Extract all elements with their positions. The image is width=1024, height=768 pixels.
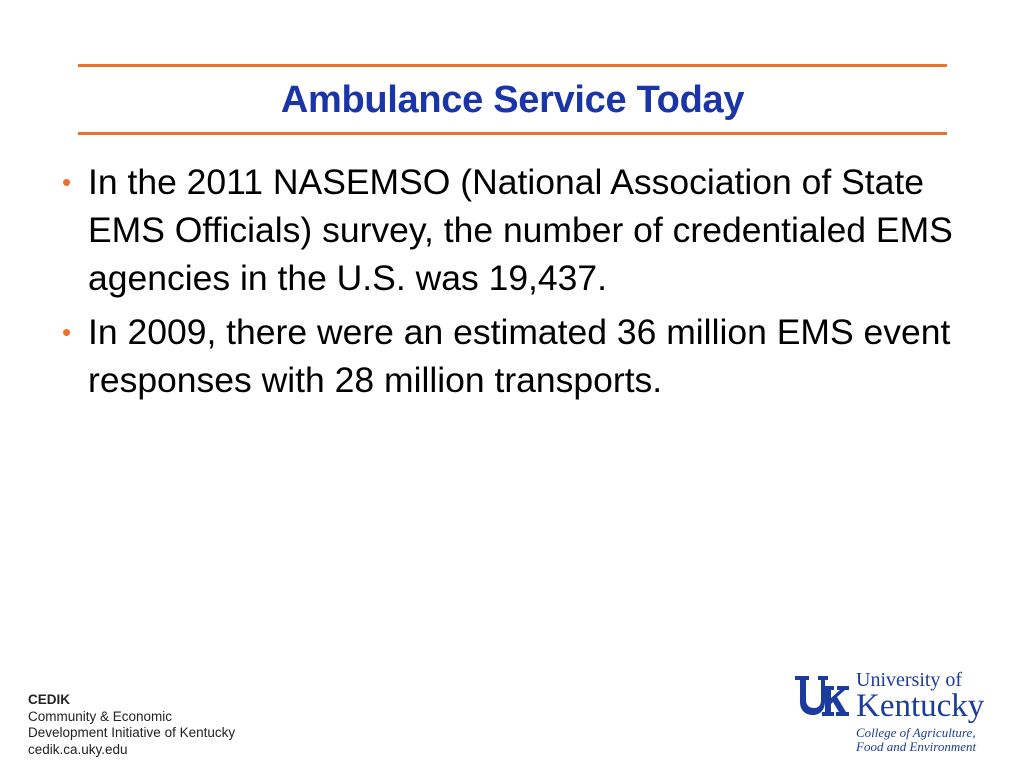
bottom-rule xyxy=(78,132,947,135)
uk-line-3: College of Agriculture, xyxy=(856,725,976,740)
uk-line-1: University of xyxy=(856,669,963,691)
bullet-dot-icon: • xyxy=(62,167,72,197)
cedik-url: cedik.ca.uky.edu xyxy=(28,741,128,757)
cedik-line-2: Development Initiative of Kentucky xyxy=(28,725,236,740)
uk-line-4: Food and Environment xyxy=(856,739,977,754)
uk-logo xyxy=(794,670,1010,758)
bullet-list xyxy=(56,158,976,410)
cedik-line-1: Community & Economic xyxy=(28,708,173,724)
top-rule xyxy=(78,64,947,67)
bullet-text: In 2009, there were an estimated 36 million EMS event responses with 28 million transports. xyxy=(88,312,951,400)
bullet-item xyxy=(56,158,976,302)
uk-line-2: Kentucky xyxy=(856,688,985,724)
bullet-dot-icon: • xyxy=(62,317,72,347)
cedik-name: CEDIK xyxy=(28,692,71,707)
cedik-logo xyxy=(28,692,235,758)
bullet-item xyxy=(56,308,976,404)
uk-logo-icon xyxy=(794,674,850,718)
bullet-text: In the 2011 NASEMSO (National Association of State EMS Officials) survey, the number of credentialed EMS agencies in the U.S. was 19,437. xyxy=(88,162,953,298)
uk-wordmark xyxy=(856,670,984,754)
slide-title: Ambulance Service Today xyxy=(280,79,745,121)
